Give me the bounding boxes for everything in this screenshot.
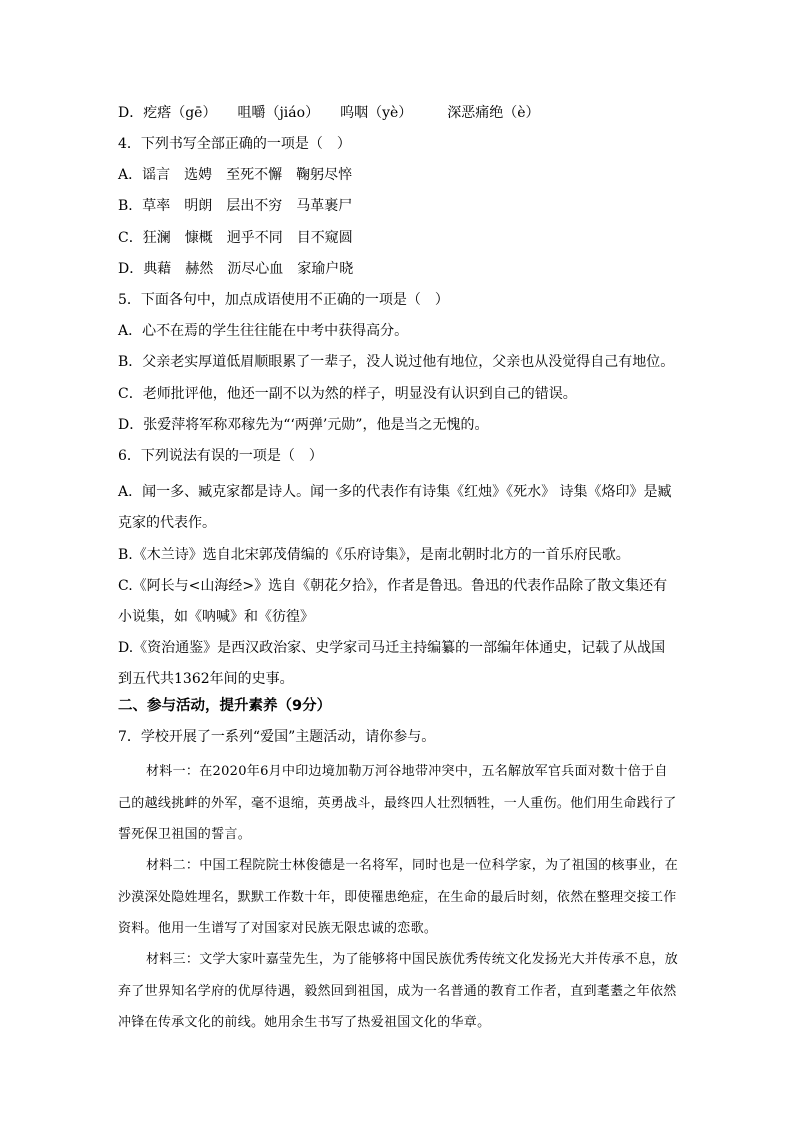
material-2: 材料二：中国工程院院士林俊德是一名将军，同时也是一位科学家，为了祖国的核事业，在沙漠深处隐姓埋名，默默工作数十年，即使罹患绝症，在生命的最后时刻，依然在整理交接工作资料。他用一生谱写了对国家对民族无限忠诚的恋歌。 [118,858,679,936]
q6-option-c: C.《阿长与<山海经>》选自《朝花夕拾》，作者是鲁迅。鲁迅的代表作品除了散文集还有小说集，如《呐喊》和《彷徨》 [118,578,668,625]
q4-option-c: C．狂澜 慷概 迥乎不同 目不窥圆 [118,230,353,246]
q4-option-a: A．谣言 选娉 至死不懈 鞠躬尽悴 [118,167,353,183]
q6-option-a: A．闻一多、臧克家都是诗人。闻一多的代表作有诗集《红烛》《死水》 诗集《烙印》是臧克家的代表作。 [118,484,672,531]
q7-stem: 7．学校开展了一系列“爱国”主题活动，请你参与。 [118,729,436,745]
q5-option-c: C．老师批评他，他还一副不以为然的样子，明显没有认识到自己的错误。 [118,386,577,402]
q4-option-d: D．典藉 赫然 沥尽心血 家瑜户晓 [118,261,354,277]
q6-stem: 6．下列说法有误的一项是（ ） [118,448,323,464]
q5-option-a: A．心不在焉的学生往往能在中考中获得高分。 [118,323,409,339]
q5-stem: 5．下面各句中，加点成语使用不正确的一项是（ ） [118,292,449,308]
q4-stem: 4．下列书写全部正确的一项是（ ） [118,136,351,152]
q5-option-b: B．父亲老实厚道低眉顺眼累了一辈子，没人说过他有地位，父亲也从没觉得自己有地位。 [118,354,675,370]
q5-option-d: D．张爱萍将军称邓稼先为“‘两弹’元勋”，他是当之无愧的。 [118,417,489,433]
material-3: 材料三：文学大家叶嘉莹先生，为了能够将中国民族优秀传统文化发扬光大并传承不息，放弃了世界知名学府的优厚待遇，毅然回到祖国，成为一名普通的教育工作者，直到耄耋之年依然冲锋在传承文化的前线。她用余生书写了热爱祖国文化的华章。 [118,952,679,1030]
section-2-heading: 二、参与活动，提升素养（9分） [118,698,332,714]
q4-option-b: B．草率 明朗 层出不穷 马革裹尸 [118,198,353,214]
q3-option-d: D．疙瘩（gē） 咀嚼（jiáo） 呜咽（yè） 深恶痛绝（è） [118,105,540,121]
q6-option-d: D.《资治通鉴》是西汉政治家、史学家司马迁主持编纂的一部编年体通史，记载了从战国到五代共1362年间的史事。 [118,640,666,687]
material-1: 材料一：在2020年6月中印边境加勒万河谷地带冲突中，五名解放军官兵面对数十倍于自己的越线挑衅的外军，毫不退缩，英勇战斗，最终四人壮烈牺牲，一人重伤。他们用生命践行了誓死保卫祖国的誓言。 [118,764,677,842]
q6-option-b: B.《木兰诗》选自北宋郭茂倩编的《乐府诗集》，是南北朝时北方的一首乐府民歌。 [118,547,630,563]
